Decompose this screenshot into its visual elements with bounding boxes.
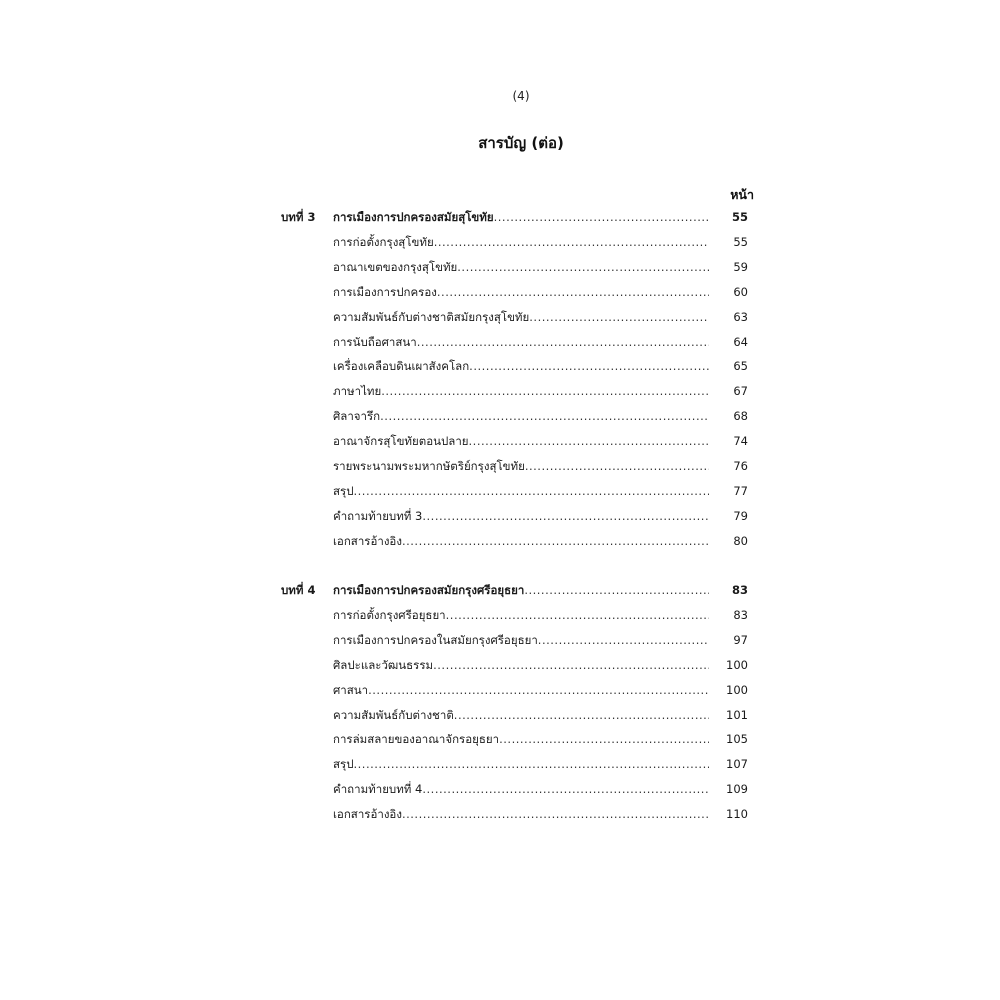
section-page-number: 110 <box>726 807 748 822</box>
dot-leader <box>402 804 709 824</box>
chapter-page-number: 55 <box>731 210 748 224</box>
section-page-number: 63 <box>733 309 748 324</box>
toc-section-row <box>0 381 1000 401</box>
dot-leader <box>354 754 710 774</box>
section-page-number: 67 <box>733 384 748 399</box>
dot-leader <box>499 729 709 749</box>
dot-leader <box>494 207 709 227</box>
section-page-number: 77 <box>733 483 748 498</box>
section-title: ความสัมพันธ์กับต่างชาติสมัยกรุงสุโขทัย <box>333 309 530 324</box>
section-entry <box>333 282 709 302</box>
section-entry <box>333 705 709 725</box>
dot-leader <box>454 705 709 725</box>
section-title: เครื่องเคลือบดินเผาสังคโลก <box>333 359 470 374</box>
section-entry <box>333 630 709 650</box>
chapter-title: การเมืองการปกครองสมัยสุโขทัย <box>333 210 494 224</box>
chapter-entry <box>333 207 709 227</box>
dot-leader <box>422 779 709 799</box>
section-entry <box>333 232 709 252</box>
section-page-number: 64 <box>733 334 748 349</box>
chapter-label: บทที่ 4 <box>281 583 316 597</box>
dot-leader <box>446 605 709 625</box>
dot-leader <box>524 580 709 600</box>
toc-section-row <box>0 232 1000 252</box>
section-title: ภาษาไทย <box>333 384 382 399</box>
dot-leader <box>525 456 709 476</box>
chapter-title: การเมืองการปกครองสมัยกรุงศรีอยุธยา <box>333 583 525 597</box>
dot-leader <box>422 506 709 526</box>
chapter-label: บทที่ 3 <box>281 210 316 224</box>
section-title: เอกสารอ้างอิง <box>333 807 402 822</box>
section-page-number: 101 <box>726 707 748 722</box>
section-entry <box>333 729 709 749</box>
page-column-header: หน้า <box>730 187 754 202</box>
section-entry <box>333 456 709 476</box>
section-title: คำถามท้ายบทที่ 4 <box>333 782 423 797</box>
section-page-number: 74 <box>733 434 748 449</box>
section-entry <box>333 754 709 774</box>
toc-section-row <box>0 506 1000 526</box>
dot-leader <box>538 630 709 650</box>
section-entry <box>333 356 709 376</box>
dot-leader <box>469 431 709 451</box>
dot-leader <box>469 356 709 376</box>
toc-section-row <box>0 779 1000 799</box>
toc-section-row <box>0 630 1000 650</box>
page-number: (4) <box>512 89 530 103</box>
section-title: สรุป <box>333 483 354 498</box>
toc-chapter-row <box>0 207 1000 227</box>
toc-section-row <box>0 705 1000 725</box>
section-entry <box>333 381 709 401</box>
section-page-number: 65 <box>733 359 748 374</box>
section-page-number: 83 <box>733 607 748 622</box>
toc-section-row <box>0 282 1000 302</box>
toc-section-row <box>0 729 1000 749</box>
section-title: การก่อตั้งกรุงสุโขทัย <box>333 234 434 249</box>
section-page-number: 60 <box>733 284 748 299</box>
toc-section-row <box>0 406 1000 426</box>
toc-section-row <box>0 680 1000 700</box>
dot-leader <box>368 680 709 700</box>
section-entry <box>333 332 709 352</box>
dot-leader <box>402 531 709 551</box>
section-entry <box>333 804 709 824</box>
page-title: สารบัญ (ต่อ) <box>478 134 564 152</box>
chapter-entry <box>333 580 709 600</box>
toc-section-row <box>0 481 1000 501</box>
section-title: สรุป <box>333 757 354 772</box>
dot-leader <box>457 257 709 277</box>
section-title: การล่มสลายของอาณาจักรอยุธยา <box>333 732 500 747</box>
section-entry <box>333 680 709 700</box>
section-page-number: 100 <box>726 682 748 697</box>
dot-leader <box>434 232 709 252</box>
toc-section-row <box>0 307 1000 327</box>
section-page-number: 80 <box>733 533 748 548</box>
section-entry <box>333 506 709 526</box>
dot-leader <box>380 406 709 426</box>
toc-section-row <box>0 804 1000 824</box>
section-page-number: 97 <box>733 632 748 647</box>
section-title: รายพระนามพระมหากษัตริย์กรุงสุโขทัย <box>333 459 525 473</box>
section-title: เอกสารอ้างอิง <box>333 533 402 548</box>
section-page-number: 55 <box>733 234 748 249</box>
toc-section-row <box>0 456 1000 476</box>
section-entry <box>333 307 709 327</box>
section-entry <box>333 481 709 501</box>
dot-leader <box>437 282 709 302</box>
section-page-number: 59 <box>733 259 748 274</box>
dot-leader <box>433 655 709 675</box>
section-title: การเมืองการปกครอง <box>333 284 437 299</box>
dot-leader <box>381 381 709 401</box>
dot-leader <box>354 481 710 501</box>
section-page-number: 109 <box>726 782 748 797</box>
toc-chapter-row <box>0 580 1000 600</box>
section-entry <box>333 431 709 451</box>
dot-leader <box>417 332 709 352</box>
section-title: การเมืองการปกครองในสมัยกรุงศรีอยุธยา <box>333 632 538 647</box>
section-page-number: 100 <box>726 657 748 672</box>
section-entry <box>333 531 709 551</box>
toc-section-row <box>0 356 1000 376</box>
toc-section-row <box>0 332 1000 352</box>
toc-section-row <box>0 754 1000 774</box>
section-title: ศิลปะและวัฒนธรรม <box>333 657 434 672</box>
section-entry <box>333 655 709 675</box>
section-title: ศาสนา <box>333 682 369 697</box>
section-page-number: 107 <box>726 757 748 772</box>
chapter-page-number: 83 <box>731 583 748 597</box>
toc-section-row <box>0 605 1000 625</box>
section-title: ความสัมพันธ์กับต่างชาติ <box>333 707 454 722</box>
section-title: การนับถือศาสนา <box>333 334 417 349</box>
toc-section-row <box>0 531 1000 551</box>
toc-section-row <box>0 257 1000 277</box>
section-title: คำถามท้ายบทที่ 3 <box>333 508 423 523</box>
section-title: การก่อตั้งกรุงศรีอยุธยา <box>333 607 446 622</box>
section-page-number: 79 <box>733 508 748 523</box>
section-entry <box>333 605 709 625</box>
section-page-number: 105 <box>726 732 748 747</box>
section-page-number: 76 <box>733 459 748 473</box>
section-page-number: 68 <box>733 409 748 424</box>
section-title: อาณาจักรสุโขทัยตอนปลาย <box>333 434 469 449</box>
dot-leader <box>529 307 709 327</box>
section-title: อาณาเขตของกรุงสุโขทัย <box>333 259 458 274</box>
toc-section-row <box>0 431 1000 451</box>
toc-section-row <box>0 655 1000 675</box>
section-entry <box>333 257 709 277</box>
section-entry <box>333 406 709 426</box>
section-entry <box>333 779 709 799</box>
section-title: ศิลาจารึก <box>333 409 381 424</box>
